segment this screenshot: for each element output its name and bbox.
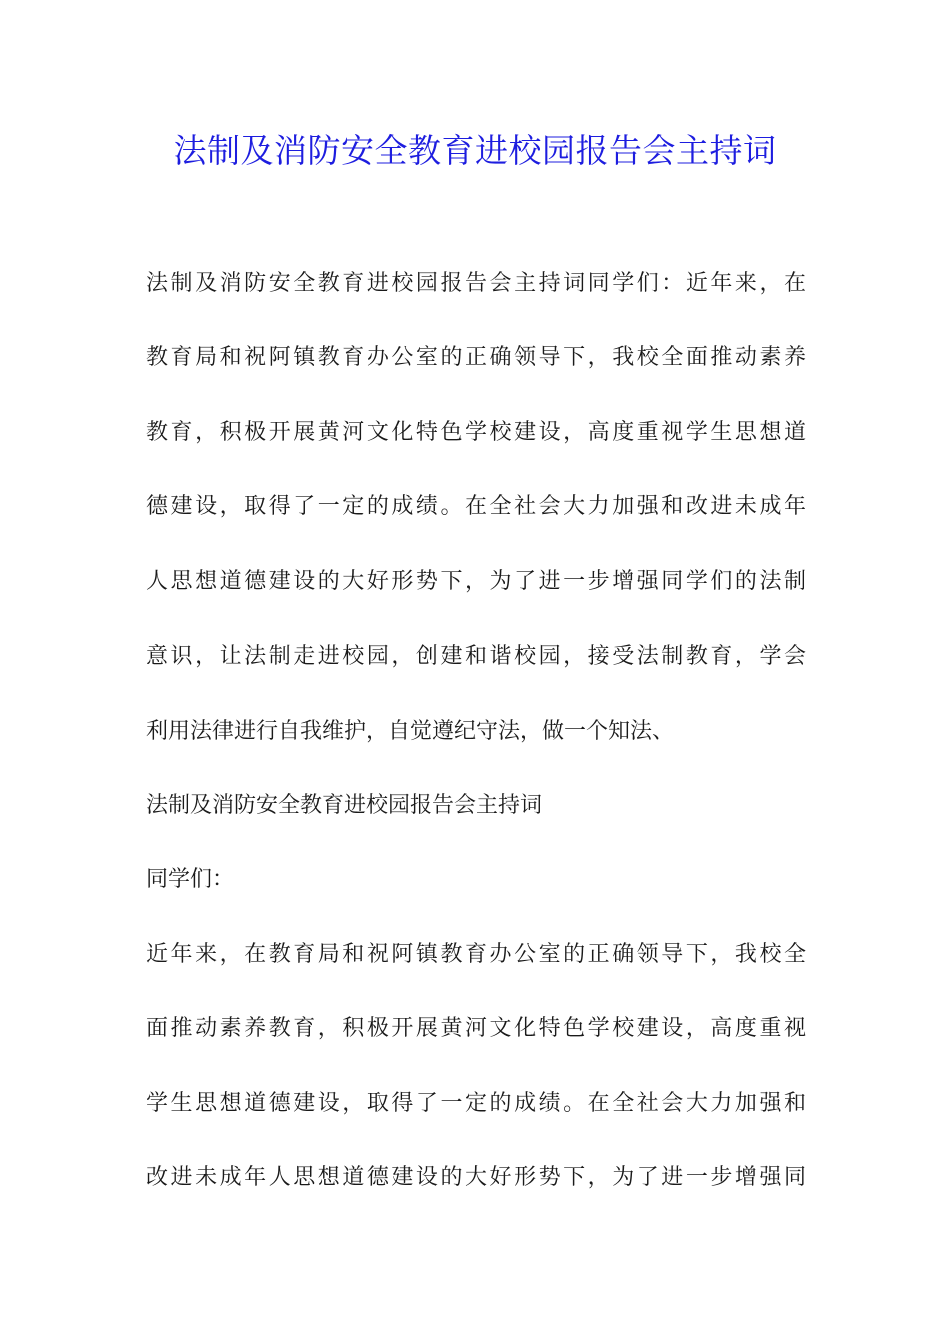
text-line: 法制及消防安全教育进校园报告会主持词同学们：近年来，在	[146, 271, 806, 296]
text-line: 德建设，取得了一定的成绩。在全社会大力加强和改进未成年	[146, 494, 806, 519]
text-line: 同学们：	[146, 867, 235, 892]
text-line: 教育，积极开展黄河文化特色学校建设，高度重视学生思想道	[146, 420, 806, 445]
text-line: 利用法律进行自我维护，自觉遵纪守法，做一个知法、	[146, 719, 675, 744]
text-line: 教育局和祝阿镇教育办公室的正确领导下，我校全面推动素养	[146, 345, 806, 370]
text-line: 人思想道德建设的大好形势下，为了进一步增强同学们的法制	[146, 569, 806, 594]
text-line: 改进未成年人思想道德建设的大好形势下，为了进一步增强同	[146, 1165, 806, 1190]
text-line: 学生思想道德建设，取得了一定的成绩。在全社会大力加强和	[146, 1091, 806, 1116]
document-title: 法制及消防安全教育进校园报告会主持词	[173, 131, 777, 170]
text-line: 意识，让法制走进校园，创建和谐校园，接受法制教育，学会	[146, 644, 806, 669]
text-line: 近年来，在教育局和祝阿镇教育办公室的正确领导下，我校全	[146, 942, 806, 967]
text-line: 法制及消防安全教育进校园报告会主持词	[146, 793, 543, 818]
text-line: 面推动素养教育，积极开展黄河文化特色学校建设，高度重视	[146, 1016, 806, 1041]
